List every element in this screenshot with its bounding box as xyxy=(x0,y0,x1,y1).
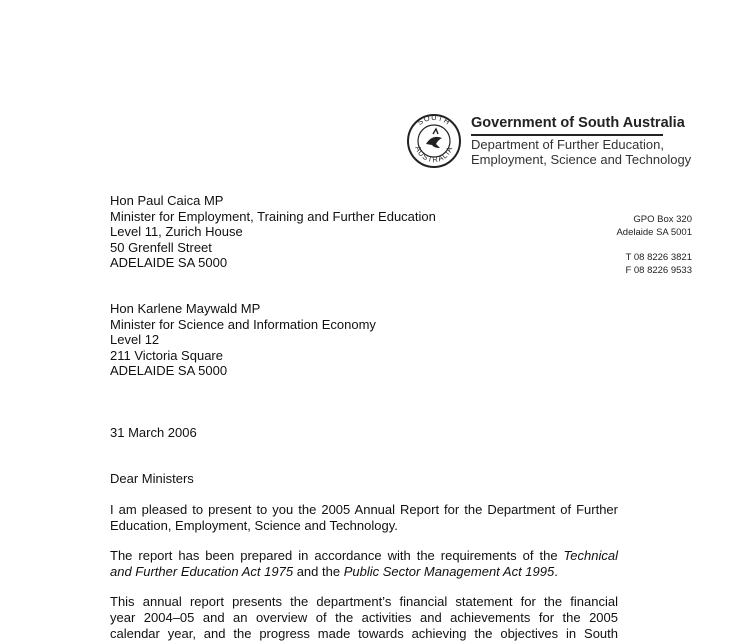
south-australia-seal-icon xyxy=(406,113,462,169)
paragraph-line: year 2004–05 and an overview of the activities and achievements for the 2005 xyxy=(110,610,618,625)
recipient-city: ADELAIDE SA 5000 xyxy=(110,363,228,379)
recipient-address-1 xyxy=(110,193,436,271)
paragraph-text: The report has been prepared in accordance with the requirements of the xyxy=(110,548,564,563)
paragraph-line xyxy=(110,548,618,564)
contact-po-box: GPO Box 320 xyxy=(633,214,692,225)
department-line-1: Department of Further Education, xyxy=(471,137,664,152)
recipient-address-line-2: 211 Victoria Square xyxy=(110,347,223,363)
government-title: Government of South Australia xyxy=(471,115,685,131)
recipient-address-line-1: Level 12 xyxy=(110,332,160,348)
letterhead-divider xyxy=(471,134,663,136)
contact-city: Adelaide SA 5001 xyxy=(616,227,692,238)
recipient-city: ADELAIDE SA 5000 xyxy=(110,255,228,271)
recipient-address-line-1: Level 11, Zurich House xyxy=(110,224,243,240)
svg-text:SOUTH: SOUTH xyxy=(415,113,453,128)
paragraph-1 xyxy=(110,502,618,534)
department-name xyxy=(471,137,691,167)
paragraph-text: . xyxy=(554,564,558,579)
paragraph-line: This annual report presents the department’s financial statement for the financial xyxy=(110,594,618,609)
recipient-address-line-2: 50 Grenfell Street xyxy=(110,239,212,255)
recipient-name: Hon Paul Caica MP xyxy=(110,193,224,208)
paragraph-text: and the xyxy=(293,564,344,579)
act-name: and Further Education Act 1975 xyxy=(110,564,294,579)
recipient-name: Hon Karlene Maywald MP xyxy=(110,301,261,316)
recipient-title: Minister for Employment, Training and Further Education xyxy=(110,208,436,224)
contact-phone: T 08 8226 3821 xyxy=(625,252,692,263)
salutation: Dear Ministers xyxy=(110,471,194,486)
paragraph-line xyxy=(110,564,618,580)
act-name: Technical xyxy=(563,548,618,563)
paragraph-2 xyxy=(110,548,618,580)
svg-text:AUSTRALIA: AUSTRALIA xyxy=(413,144,455,165)
letter-date: 31 March 2006 xyxy=(110,425,197,440)
act-name: Public Sector Management Act 1995 xyxy=(343,564,555,579)
recipient-title: Minister for Science and Information Economy xyxy=(110,316,376,332)
department-line-2: Employment, Science and Technology xyxy=(471,152,692,167)
paragraph-3 xyxy=(110,594,618,642)
contact-fax: F 08 8226 9533 xyxy=(625,265,692,276)
paragraph-line: calendar year, and the progress made towards achieving the objectives in South xyxy=(110,626,618,641)
paragraph-line: Education, Employment, Science and Technology. xyxy=(110,518,398,533)
recipient-address-2 xyxy=(110,301,376,379)
paragraph-line: I am pleased to present to you the 2005 Annual Report for the Department of Further xyxy=(110,502,618,517)
